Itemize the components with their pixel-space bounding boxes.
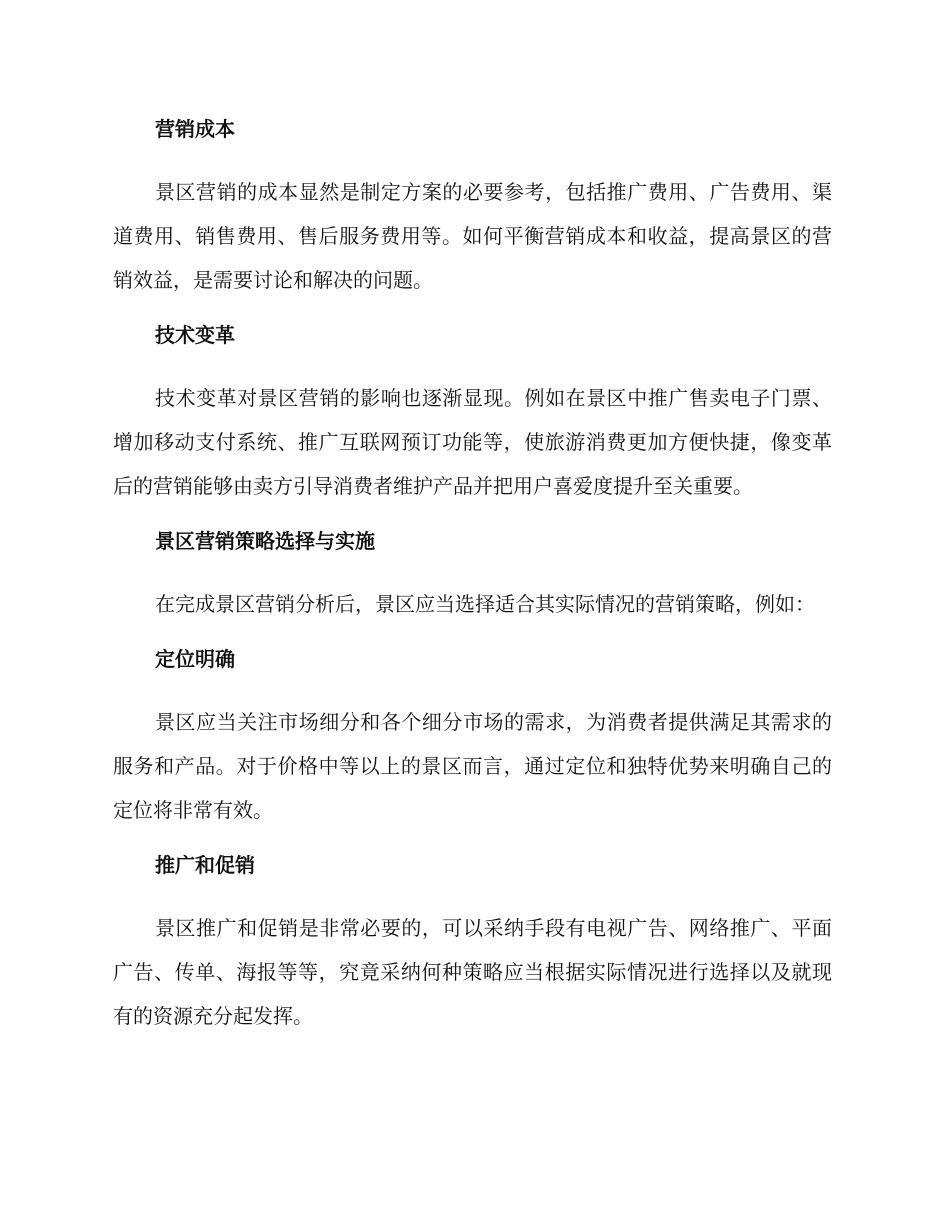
section-heading-positioning: 定位明确	[155, 647, 235, 671]
section-body-marketing-cost: 景区营销的成本显然是制定方案的必要参考，包括推广费用、广告费用、渠道费用、销售费用、售后服务费用等。如何平衡营销成本和收益，提高景区的营销效益，是需要讨论和解决的问题。	[113, 180, 832, 292]
section-body-promotion: 景区推广和促销是非常必要的，可以采纳手段有电视广告、网络推广、平面广告、传单、海报等等，究竟采纳何种策略应当根据实际情况进行选择以及就现有的资源充分起发挥。	[113, 916, 832, 1028]
section-heading-promotion: 推广和促销	[155, 853, 255, 877]
section-heading-marketing-cost: 营销成本	[155, 117, 235, 141]
section-body-strategy-selection: 在完成景区营销分析后，景区应当选择适合其实际情况的营销策略，例如：	[155, 592, 815, 616]
section-body-tech-change: 技术变革对景区营销的影响也逐渐显现。例如在景区中推广售卖电子门票、增加移动支付系统、推广互联网预订功能等，使旅游消费更加方便快捷，像变革后的营销能够由卖方引导消费者维护产品并把用户喜爱度提升至关重要。	[113, 386, 832, 498]
section-body-positioning: 景区应当关注市场细分和各个细分市场的需求，为消费者提供满足其需求的服务和产品。对于价格中等以上的景区而言，通过定位和独特优势来明确自己的定位将非常有效。	[113, 710, 832, 822]
section-heading-tech-change: 技术变革	[155, 323, 235, 347]
section-heading-strategy-selection: 景区营销策略选择与实施	[155, 529, 375, 553]
